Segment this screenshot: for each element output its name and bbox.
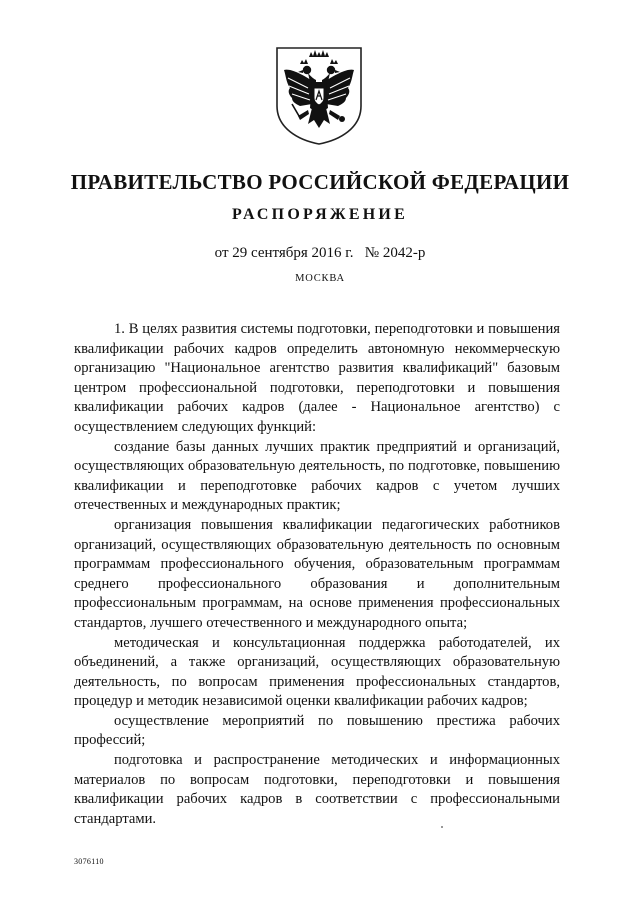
document-date: от 29 сентября 2016 г. <box>214 245 354 261</box>
scan-artifact <box>441 826 443 828</box>
paragraph-5: осуществление мероприятий по повышению престижа рабочих профессий; <box>74 712 560 749</box>
paragraph-6: подготовка и распространение методических и информационных материалов по вопросам подготовки, переподготовки и повышения квалификации рабочих кадров в соответствии с профессиональными стандартами. <box>74 752 560 827</box>
document-date-number <box>0 245 640 262</box>
government-title: ПРАВИТЕЛЬСТВО РОССИЙСКОЙ ФЕДЕРАЦИИ <box>70 170 570 194</box>
footer-document-code: 3076110 <box>74 857 104 866</box>
document-type: РАСПОРЯЖЕНИЕ <box>232 206 408 223</box>
document-number: № 2042-р <box>364 245 426 261</box>
document-city: МОСКВА <box>295 273 345 284</box>
paragraph-2: создание базы данных лучших практик предприятий и организаций, осуществляющих образовательную деятельность, по подготовке, повышению квалификации и переподготовке рабочих кадров с учетом лучших отечественных и международных практик; <box>74 438 560 514</box>
paragraph-1: 1. В целях развития системы подготовки, переподготовки и повышения квалификации рабочих кадров определить автономную некоммерческую организацию "Национальное агентство развития квалификаций" базовым центром профессиональной подготовки, переподготовки и повышения квалификации рабочих кадров (далее - Национальное агентство) с осуществлением следующих функций: <box>74 321 560 435</box>
russian-coat-of-arms-icon <box>272 44 366 146</box>
paragraph-4: методическая и консультационная поддержка работодателей, их объединений, а также организаций, осуществляющих образовательную деятельность, по вопросам применения профессиональных стандартов, процедур и методик независимой оценки квалификации рабочих кадров; <box>74 634 560 710</box>
document-body <box>74 320 560 829</box>
paragraph-3: организация повышения квалификации педагогических работников организаций, осуществляющих образовательную деятельность по основным программам профессионального обучения, образовательным программам среднего профессионального образования и дополнительным профессиональным программам, на основе применения профессиональных стандартов, лучшего отечественного и международного опыта; <box>74 516 560 631</box>
